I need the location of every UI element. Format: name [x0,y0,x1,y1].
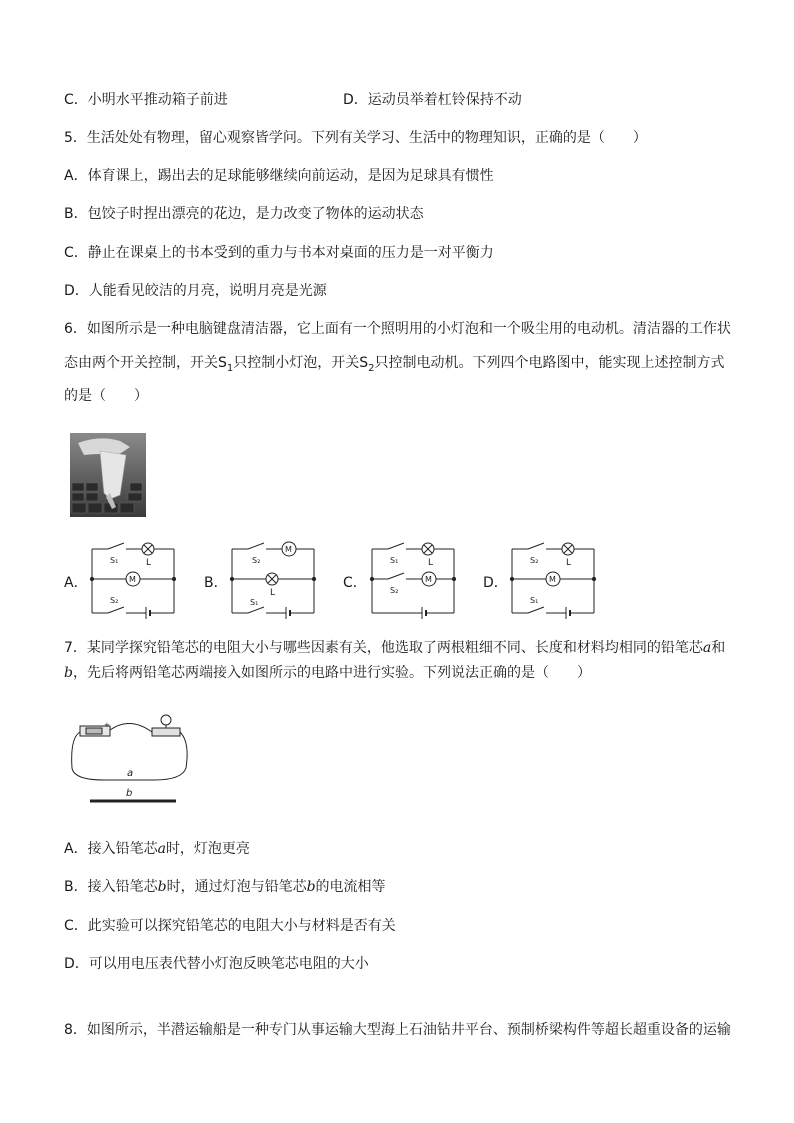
a-m-label: M [129,575,136,584]
q7-option-d: D．可以用电压表代替小灯泡反映笔芯电阻的大小 [64,956,369,972]
lead-a-label: a [127,768,134,779]
d-s2-label: S₂ [530,556,539,565]
b-s2-label: S₂ [252,556,261,565]
q6-option-c-label: C． [343,575,367,591]
q7-b-var2: b [306,879,316,895]
q7-a-text-1: A．接入铅笔芯 [64,841,158,857]
q7-stem-line2 [64,663,591,683]
circuit-diagram-a [88,541,180,625]
q6-sub-1: 1 [226,362,234,374]
q7-option-c: C．此实验可以探究铅笔芯的电阻大小与材料是否有关 [64,918,396,934]
d-l-label: L [566,558,572,568]
lead-b-label: b [126,788,133,799]
q8-stem-line1: 8．如图所示，半潜运输船是一种专门从事运输大型海上石油钻井平台、预制桥梁构件等超长超重设备的运输 [64,1022,731,1038]
c-s1-label: S₁ [390,556,399,565]
q5-stem: 5．生活处处有物理，留心观察皆学问。下列有关学习、生活中的物理知识，正确的是（ ） [64,130,647,146]
q6-option-a-label: A． [64,575,88,591]
q6-sub-2: 2 [368,362,375,374]
circuit-diagram-b [228,541,320,625]
q4-option-c: C．小明水平推动箱子前进 [64,92,228,108]
pencil-lead-circuit-figure [64,708,194,812]
q6-stem-line2 [64,353,725,379]
q5-option-d: D．人能看见皎洁的月亮，说明月亮是光源 [64,283,327,299]
q7-var-a: a [702,640,712,656]
q6-text-a: 态由两个开关控制，开关S [64,355,227,371]
q6-text-b: 只控制小灯泡，开关S [233,355,369,371]
q7-text-3: ，先后将两铅笔芯两端接入如图所示的电路中进行实验。下列说法正确的是（ ） [72,665,591,681]
q5-option-c: C．静止在课桌上的书本受到的重力与书本对桌面的压力是一对平衡力 [64,245,494,261]
q6-stem-line3: 的是（ ） [64,388,148,404]
c-m-label: M [425,575,432,584]
q7-stem-line1 [64,638,725,658]
q7-a-var: a [157,841,166,857]
q7-option-b [64,877,386,897]
circuit-diagram-d [508,541,600,625]
q7-b-var: b [157,879,167,895]
b-s1-label: S₁ [250,598,259,607]
a-s1-label: S₁ [110,556,119,565]
q7-text-1: 7．某同学探究铅笔芯的电阻大小与哪些因素有关，他选取了两根粗细不同、长度和材料均相同的铅笔芯 [64,640,703,656]
q6-option-d-label: D． [483,575,508,591]
q4-option-d: D．运动员举着杠铃保持不动 [343,92,522,108]
q5-option-a: A．体育课上，踢出去的足球能够继续向前运动，是因为足球具有惯性 [64,168,494,184]
q6-text-c: 只控制电动机。下列四个电路图中，能实现上述控制方式 [374,355,725,371]
svg-text:+: + [104,721,110,729]
q7-option-a [64,839,250,859]
b-l-label: L [270,588,276,598]
a-l-label: L [146,558,152,568]
q7-var-b: b [64,665,73,681]
a-s2-label: S₂ [110,596,119,605]
q7-b-text-1: B．接入铅笔芯 [64,879,158,895]
q7-a-text-2: 时，灯泡更亮 [165,841,250,857]
d-m-label: M [549,575,556,584]
keyboard-cleaner-photo [70,433,146,517]
q7-b-text-3: 的电流相等 [315,879,386,895]
q6-option-b-label: B． [204,575,228,591]
c-s2-label: S₂ [390,586,399,595]
d-s1-label: S₁ [530,596,539,605]
q7-b-text-2: 时，通过灯泡与铅笔芯 [166,879,307,895]
q6-stem-line1: 6．如图所示是一种电脑键盘清洁器，它上面有一个照明用的小灯泡和一个吸尘用的电动机。清洁器的工作状 [64,321,731,337]
circuit-diagram-c [368,541,460,625]
b-m-label: M [285,545,292,554]
c-l-label: L [428,558,434,568]
q5-option-b: B．包饺子时捏出漂亮的花边，是力改变了物体的运动状态 [64,206,424,222]
q7-text-2: 和 [711,640,726,656]
